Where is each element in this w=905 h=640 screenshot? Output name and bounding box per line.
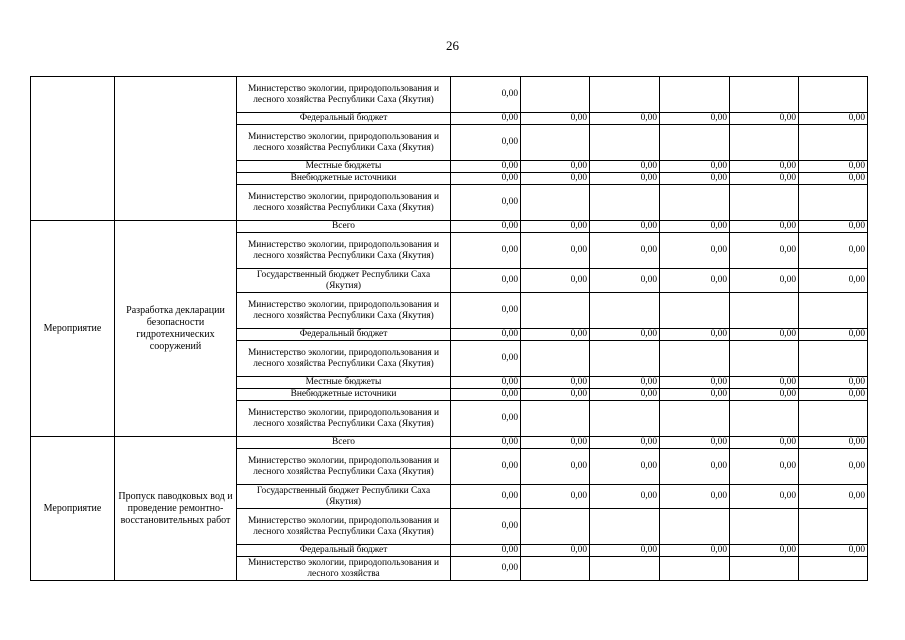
amount-cell: 0,00 — [590, 233, 660, 269]
empty-cell — [730, 125, 799, 161]
funding-source-cell: Внебюджетные источники — [237, 173, 451, 185]
activity-type-cell — [31, 77, 115, 221]
amount-cell: 0,00 — [799, 329, 868, 341]
funding-source-cell: Министерство экологии, природопользования и лесного хозяйства — [237, 557, 451, 581]
amount-cell: 0,00 — [660, 329, 730, 341]
funding-source-cell: Министерство экологии, природопользования и лесного хозяйства Республики Саха (Якутия) — [237, 77, 451, 113]
empty-cell — [799, 509, 868, 545]
amount-cell: 0,00 — [660, 449, 730, 485]
amount-cell: 0,00 — [799, 485, 868, 509]
empty-cell — [660, 185, 730, 221]
amount-cell: 0,00 — [521, 161, 590, 173]
amount-cell: 0,00 — [590, 545, 660, 557]
amount-cell: 0,00 — [451, 341, 521, 377]
amount-cell: 0,00 — [730, 329, 799, 341]
amount-cell: 0,00 — [730, 233, 799, 269]
amount-cell: 0,00 — [451, 293, 521, 329]
empty-cell — [799, 77, 868, 113]
amount-cell: 0,00 — [521, 545, 590, 557]
funding-source-cell: Министерство экологии, природопользования и лесного хозяйства Республики Саха (Якутия) — [237, 125, 451, 161]
empty-cell — [660, 77, 730, 113]
amount-cell: 0,00 — [451, 449, 521, 485]
amount-cell: 0,00 — [590, 269, 660, 293]
amount-cell: 0,00 — [660, 173, 730, 185]
amount-cell: 0,00 — [590, 329, 660, 341]
amount-cell: 0,00 — [799, 233, 868, 269]
amount-cell: 0,00 — [660, 269, 730, 293]
empty-cell — [730, 557, 799, 581]
amount-cell: 0,00 — [660, 221, 730, 233]
funding-source-cell: Внебюджетные источники — [237, 389, 451, 401]
amount-cell: 0,00 — [799, 161, 868, 173]
funding-source-cell: Всего — [237, 221, 451, 233]
funding-source-cell: Министерство экологии, природопользования и лесного хозяйства Республики Саха (Якутия) — [237, 401, 451, 437]
amount-cell: 0,00 — [590, 449, 660, 485]
amount-cell: 0,00 — [451, 269, 521, 293]
activity-type-cell: Мероприятие — [31, 221, 115, 437]
empty-cell — [660, 293, 730, 329]
empty-cell — [590, 77, 660, 113]
amount-cell: 0,00 — [521, 173, 590, 185]
empty-cell — [660, 125, 730, 161]
table-row — [31, 77, 868, 113]
amount-cell: 0,00 — [660, 389, 730, 401]
empty-cell — [521, 401, 590, 437]
amount-cell: 0,00 — [660, 437, 730, 449]
amount-cell: 0,00 — [799, 269, 868, 293]
empty-cell — [660, 341, 730, 377]
amount-cell: 0,00 — [590, 485, 660, 509]
amount-cell: 0,00 — [660, 233, 730, 269]
amount-cell: 0,00 — [451, 377, 521, 389]
amount-cell: 0,00 — [660, 161, 730, 173]
amount-cell: 0,00 — [660, 485, 730, 509]
empty-cell — [590, 293, 660, 329]
amount-cell: 0,00 — [451, 221, 521, 233]
page-number: 26 — [446, 38, 459, 53]
amount-cell: 0,00 — [521, 389, 590, 401]
funding-source-cell: Всего — [237, 437, 451, 449]
funding-source-cell: Местные бюджеты — [237, 161, 451, 173]
empty-cell — [799, 293, 868, 329]
empty-cell — [730, 293, 799, 329]
empty-cell — [521, 293, 590, 329]
amount-cell: 0,00 — [451, 161, 521, 173]
empty-cell — [590, 185, 660, 221]
amount-cell: 0,00 — [451, 77, 521, 113]
amount-cell: 0,00 — [451, 173, 521, 185]
amount-cell: 0,00 — [799, 113, 868, 125]
amount-cell: 0,00 — [590, 377, 660, 389]
empty-cell — [590, 557, 660, 581]
empty-cell — [660, 557, 730, 581]
amount-cell: 0,00 — [451, 545, 521, 557]
empty-cell — [730, 401, 799, 437]
funding-source-cell: Федеральный бюджет — [237, 113, 451, 125]
funding-source-cell: Министерство экологии, природопользования и лесного хозяйства Республики Саха (Якутия) — [237, 341, 451, 377]
empty-cell — [799, 401, 868, 437]
empty-cell — [590, 125, 660, 161]
amount-cell: 0,00 — [521, 437, 590, 449]
amount-cell: 0,00 — [799, 389, 868, 401]
amount-cell: 0,00 — [730, 113, 799, 125]
amount-cell: 0,00 — [590, 161, 660, 173]
amount-cell: 0,00 — [660, 377, 730, 389]
amount-cell: 0,00 — [451, 437, 521, 449]
amount-cell: 0,00 — [451, 401, 521, 437]
amount-cell: 0,00 — [730, 545, 799, 557]
amount-cell: 0,00 — [590, 437, 660, 449]
amount-cell: 0,00 — [451, 389, 521, 401]
amount-cell: 0,00 — [451, 125, 521, 161]
amount-cell: 0,00 — [730, 377, 799, 389]
amount-cell: 0,00 — [521, 377, 590, 389]
funding-source-cell: Государственный бюджет Республики Саха (Якутия) — [237, 485, 451, 509]
empty-cell — [799, 557, 868, 581]
empty-cell — [590, 341, 660, 377]
activity-type-cell: Мероприятие — [31, 437, 115, 581]
empty-cell — [730, 77, 799, 113]
amount-cell: 0,00 — [660, 545, 730, 557]
empty-cell — [590, 401, 660, 437]
amount-cell: 0,00 — [451, 557, 521, 581]
empty-cell — [660, 401, 730, 437]
amount-cell: 0,00 — [730, 269, 799, 293]
empty-cell — [521, 509, 590, 545]
empty-cell — [521, 341, 590, 377]
activity-name-cell: Разработка декларации безопасности гидротехнических сооружений — [115, 221, 237, 437]
empty-cell — [799, 341, 868, 377]
funding-source-cell: Федеральный бюджет — [237, 545, 451, 557]
empty-cell — [590, 509, 660, 545]
amount-cell: 0,00 — [590, 389, 660, 401]
amount-cell: 0,00 — [660, 113, 730, 125]
table-row — [31, 221, 868, 233]
amount-cell: 0,00 — [451, 485, 521, 509]
funding-source-cell: Министерство экологии, природопользования и лесного хозяйства Республики Саха (Якутия) — [237, 509, 451, 545]
empty-cell — [730, 185, 799, 221]
amount-cell: 0,00 — [799, 437, 868, 449]
funding-source-cell: Министерство экологии, природопользования и лесного хозяйства Республики Саха (Якутия) — [237, 449, 451, 485]
amount-cell: 0,00 — [799, 377, 868, 389]
amount-cell: 0,00 — [730, 221, 799, 233]
amount-cell: 0,00 — [521, 113, 590, 125]
budget-table — [30, 76, 868, 581]
empty-cell — [799, 185, 868, 221]
amount-cell: 0,00 — [521, 233, 590, 269]
amount-cell: 0,00 — [799, 449, 868, 485]
amount-cell: 0,00 — [451, 185, 521, 221]
amount-cell: 0,00 — [451, 113, 521, 125]
amount-cell: 0,00 — [799, 173, 868, 185]
activity-name-cell — [115, 77, 237, 221]
funding-source-cell: Местные бюджеты — [237, 377, 451, 389]
funding-source-cell: Министерство экологии, природопользования и лесного хозяйства Республики Саха (Якутия) — [237, 293, 451, 329]
empty-cell — [521, 557, 590, 581]
empty-cell — [730, 509, 799, 545]
amount-cell: 0,00 — [521, 485, 590, 509]
empty-cell — [799, 125, 868, 161]
amount-cell: 0,00 — [451, 509, 521, 545]
empty-cell — [521, 77, 590, 113]
amount-cell: 0,00 — [590, 221, 660, 233]
amount-cell: 0,00 — [451, 329, 521, 341]
activity-name-cell: Пропуск паводковых вод и проведение ремонтно-восстановительных работ — [115, 437, 237, 581]
amount-cell: 0,00 — [730, 485, 799, 509]
amount-cell: 0,00 — [799, 545, 868, 557]
empty-cell — [521, 185, 590, 221]
amount-cell: 0,00 — [730, 173, 799, 185]
funding-source-cell: Министерство экологии, природопользования и лесного хозяйства Республики Саха (Якутия) — [237, 185, 451, 221]
funding-source-cell: Федеральный бюджет — [237, 329, 451, 341]
funding-source-cell: Министерство экологии, природопользования и лесного хозяйства Республики Саха (Якутия) — [237, 233, 451, 269]
amount-cell: 0,00 — [730, 389, 799, 401]
amount-cell: 0,00 — [451, 233, 521, 269]
amount-cell: 0,00 — [799, 221, 868, 233]
amount-cell: 0,00 — [730, 449, 799, 485]
amount-cell: 0,00 — [521, 449, 590, 485]
amount-cell: 0,00 — [590, 113, 660, 125]
table-row — [31, 437, 868, 449]
empty-cell — [521, 125, 590, 161]
amount-cell: 0,00 — [590, 173, 660, 185]
amount-cell: 0,00 — [730, 161, 799, 173]
amount-cell: 0,00 — [521, 269, 590, 293]
amount-cell: 0,00 — [521, 329, 590, 341]
amount-cell: 0,00 — [730, 437, 799, 449]
empty-cell — [730, 341, 799, 377]
funding-source-cell: Государственный бюджет Республики Саха (Якутия) — [237, 269, 451, 293]
empty-cell — [660, 509, 730, 545]
amount-cell: 0,00 — [521, 221, 590, 233]
budget-table-body — [31, 77, 868, 581]
